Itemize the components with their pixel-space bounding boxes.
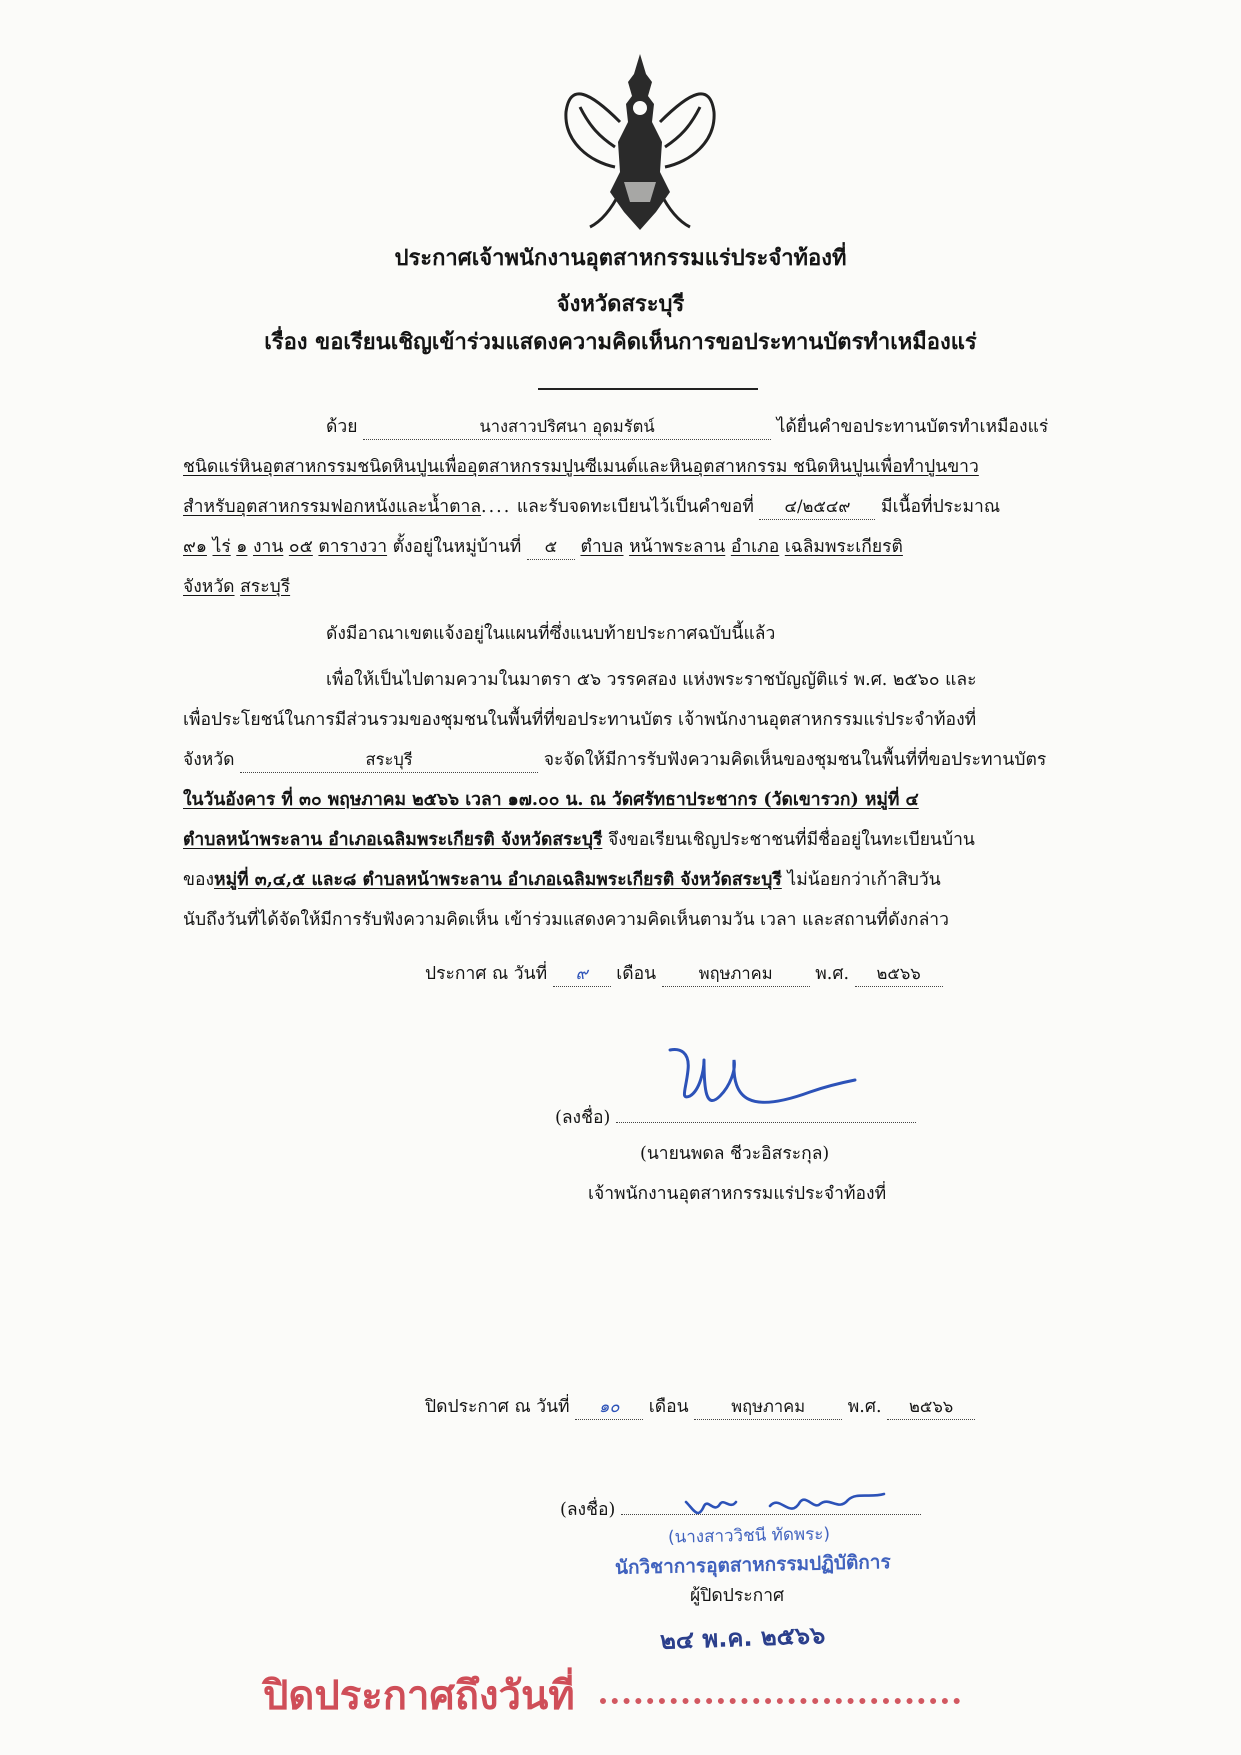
p3-province-label: จังหวัด <box>183 750 235 770</box>
announce-label: ประกาศ ณ วันที่ <box>425 964 548 984</box>
paragraph-map-note: ดังมีอาณาเขตแจ้งอยู่ในแผนที่ซึ่งแนบท้ายประกาศฉบับนี้แล้ว <box>326 624 776 644</box>
signer-name: (นายนพดล ชีวะอิสระกุล) <box>640 1144 830 1164</box>
poster-name-stamp: (นางสาววิชนี ทัดพระ) <box>667 1524 831 1548</box>
villages-prefix: ของ <box>183 870 215 890</box>
title-divider <box>538 388 758 390</box>
area-ngan-label: งาน <box>252 537 284 557</box>
title-line-1: ประกาศเจ้าพนักงานอุตสาหกรรมแร่ประจำท้องที่ <box>394 245 847 271</box>
announce-month-label: เดือน <box>616 964 657 984</box>
posted-until-dots <box>600 1698 960 1704</box>
body-line-3: สำหรับอุตสาหกรรมฟอกหนังและน้ำตาล.... และรับจดทะเบียนไว้เป็นคำขอที่ ๔/๒๕๔๙ มีเนื้อที่ประมาณ <box>183 495 1000 520</box>
invite-tail: จึงขอเรียนเชิญประชาชนที่มีชื่ออยู่ในทะเบียนบ้าน <box>607 830 975 850</box>
area-rai: ๙๑ <box>183 537 207 557</box>
request-number: ๔/๒๕๔๙ <box>759 495 875 520</box>
posting-label: ปิดประกาศ ณ วันที่ <box>425 1397 570 1417</box>
poster-sign-label: (ลงชื่อ) <box>560 1500 616 1520</box>
title-subject: เรื่อง ขอเรียนเชิญเข้าร่วมแสดงความคิดเห็นการขอประทานบัตรทำเหมืองแร่ <box>264 329 977 355</box>
posting-date <box>425 1395 975 1420</box>
tambon-label: ตำบล <box>580 537 624 557</box>
villages-line <box>183 868 941 892</box>
end-date-stamp: ๒๔ พ.ค. ๒๕๖๖ <box>659 1621 826 1655</box>
p3-province: สระบุรี <box>240 748 538 773</box>
area-wa: ๐๕ <box>288 537 313 557</box>
applicant-name: นางสาวปริศนา อุดมรัตน์ <box>363 415 771 440</box>
closing-line: นับถึงวันที่ได้จัดให้มีการรับฟังความคิดเห็น เข้าร่วมแสดงความคิดเห็นตามวัน เวลา และสถานที่ดังกล่าว <box>183 910 949 930</box>
area-wa-label: ตารางวา <box>318 537 388 557</box>
posting-year-label: พ.ศ. <box>847 1397 882 1417</box>
registered-text: และรับจดทะเบียนไว้เป็นคำขอที่ <box>516 497 754 517</box>
province-label: จังหวัด <box>183 577 235 597</box>
announce-year-label: พ.ศ. <box>815 964 850 984</box>
amphoe-name: เฉลิมพระเกียรติ <box>784 537 903 557</box>
legal-basis-line-2: เพื่อประโยชน์ในการมีส่วนรวมของชุมชนในพื้นที่ที่ขอประทานบัตร เจ้าพนักงานอุตสาหกรรมแร่ประจำท้องที่ <box>183 710 977 730</box>
garuda-emblem <box>560 52 720 232</box>
poster-title-stamp: นักวิชาการอุตสาหกรรมปฏิบัติการ <box>614 1551 891 1579</box>
title-line-2: จังหวัดสระบุรี <box>556 291 685 317</box>
meeting-details-line-2 <box>183 828 975 852</box>
posting-day: ๑๐ <box>575 1395 643 1420</box>
posting-year: ๒๕๖๖ <box>887 1395 975 1420</box>
posting-month: พฤษภาคม <box>694 1395 842 1420</box>
amphoe-label: อำเภอ <box>730 537 780 557</box>
p3-line3-tail: จะจัดให้มีการรับฟังความคิดเห็นของชุมชนในพื้นที่ที่ขอประทานบัตร <box>543 750 1047 770</box>
signer-position: เจ้าพนักงานอุตสาหกรรมแร่ประจำท้องที่ <box>588 1184 887 1204</box>
mineral-type-line-b: สำหรับอุตสาหกรรมฟอกหนังและน้ำตาล <box>183 497 482 517</box>
poster-role: ผู้ปิดประกาศ <box>690 1586 785 1606</box>
area-ngan: ๑ <box>236 537 248 557</box>
villages-list: หมู่ที่ ๓,๔,๕ และ๘ ตำบลหน้าพระลาน อำเภอเฉลิมพระเกียรติ จังหวัดสระบุรี <box>214 870 782 890</box>
announce-year: ๒๕๖๖ <box>855 962 943 987</box>
body-line-1 <box>326 415 1048 440</box>
area-text: มีเนื้อที่ประมาณ <box>881 497 1001 517</box>
area-rai-label: ไร่ <box>212 537 231 557</box>
announce-date <box>425 962 943 987</box>
announce-day: ๙ <box>553 962 611 987</box>
body-line-5 <box>183 575 290 599</box>
village-number: ๕ <box>527 535 575 560</box>
poster-sign-line <box>560 1498 921 1522</box>
body-line-4 <box>183 535 903 560</box>
announce-month: พฤษภาคม <box>662 962 810 987</box>
mineral-type-line-a: ชนิดแร่หินอุตสาหกรรมชนิดหินปูนเพื่ออุตสาหกรรมปูนซีเมนต์และหินอุตสาหกรรม ชนิดหินปูนเพื่อทำปูนขาว <box>183 457 979 477</box>
p1-after-applicant: ได้ยื่นคำขอประทานบัตรทำเหมืองแร่ <box>776 417 1049 437</box>
tambon-name: หน้าพระลาน <box>629 537 726 557</box>
villages-tail: ไม่น้อยกว่าเก้าสิบวัน <box>787 870 941 890</box>
meeting-details-line-1: ในวันอังคาร ที่ ๓๐ พฤษภาคม ๒๕๖๖ เวลา ๑๗.๐๐ น. ณ วัดศรัทธาประชากร (วัดเขารวก) หมู่ที่ ๔ <box>183 790 919 810</box>
province-name: สระบุรี <box>240 577 291 597</box>
legal-basis-line-1: เพื่อให้เป็นไปตามความในมาตรา ๕๖ วรรคสอง แห่งพระราชบัญญัติแร่ พ.ศ. ๒๕๖๐ และ <box>326 670 977 690</box>
signer-sign-label: (ลงชื่อ) <box>555 1108 611 1128</box>
village-text: ตั้งอยู่ในหมู่บ้านที่ <box>392 537 522 557</box>
meeting-location: ตำบลหน้าพระลาน อำเภอเฉลิมพระเกียรติ จังหวัดสระบุรี <box>183 830 603 850</box>
legal-basis-line-3 <box>183 748 1046 773</box>
signer-sign-line <box>555 1106 916 1130</box>
posting-month-label: เดือน <box>648 1397 689 1417</box>
posted-until-stamp: ปิดประกาศถึงวันที่ <box>263 1673 575 1719</box>
p1-prefix: ด้วย <box>326 417 358 437</box>
